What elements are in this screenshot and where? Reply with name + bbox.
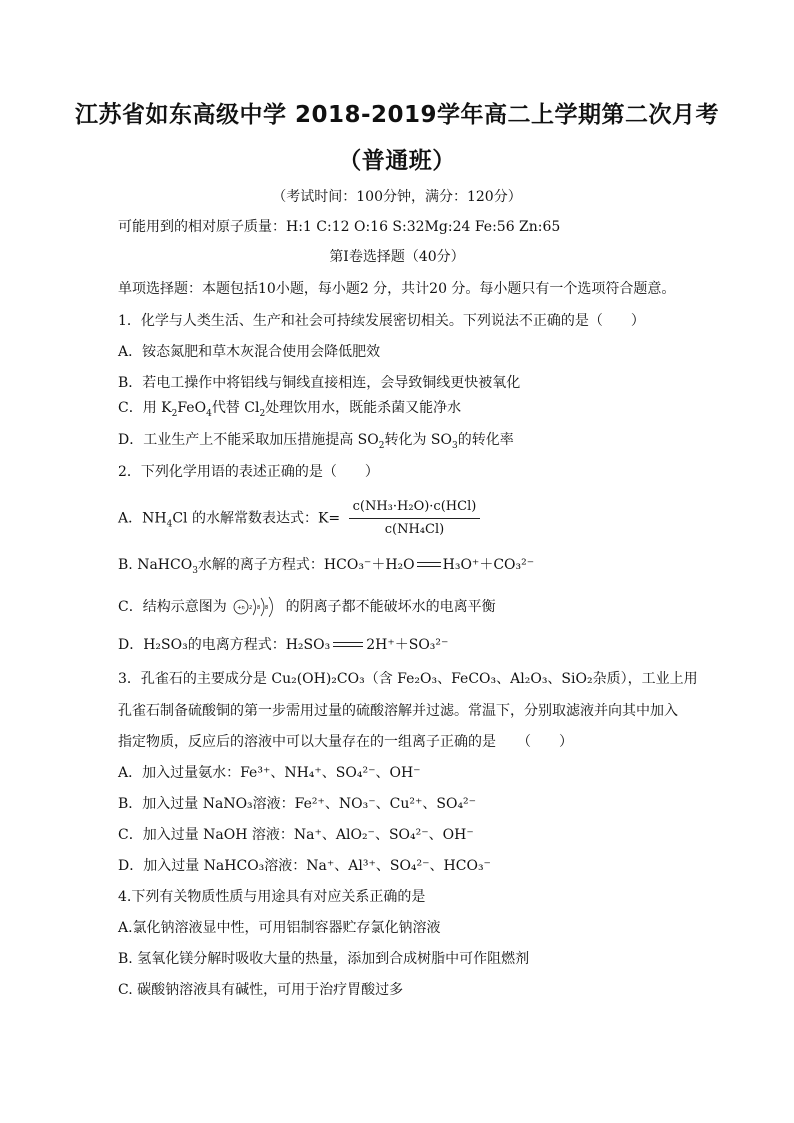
- section-title: 第Ⅰ卷选择题（40分）: [329, 249, 465, 265]
- atom-structure-icon: [233, 596, 279, 618]
- exam-title: 江苏省如东高级中学 2018-2019学年高二上学期第二次月考: [74, 102, 720, 128]
- q2-option-c: C．结构示意图为 +n 2 8 8 的阴离子都不能破坏水的电离平衡: [118, 596, 496, 618]
- q2-option-a: A．$NH_4Cl$ 的水解常数表达式：K= $\frac{\text{c(NH₃·H₂O)·c(HCl)}}{\text{c(NH₄Cl)}}$: [118, 498, 480, 539]
- svg-text:8: 8: [257, 605, 261, 611]
- q1-option-d: D．工业生产上不能采取加压措施提高 $SO_2$转化为 $SO_3$的转化率: [118, 432, 514, 451]
- q1-option-c: C．用 $K_2FeO_4$代替 $Cl_2$处理饮用水，既能杀菌又能净水: [118, 400, 462, 419]
- fraction-numerator: c(NH₃·H₂O)·c(HCl): [349, 498, 481, 519]
- q1-option-b: B．若电工操作中将铝线与铜线直接相连，会导致铜线更快被氧化: [118, 375, 521, 391]
- q1-stem: 1．化学与人类生活、生产和社会可持续发展密切相关。下列说法不正确的是（ ）: [118, 313, 645, 329]
- q3-option-d: D．加入过量 NaHCO₃溶液：Na⁺、Al³⁺、SO₄²⁻、HCO₃⁻: [118, 858, 491, 874]
- q3-option-b: B．加入过量 NaNO₃溶液：Fe²⁺、NO₃⁻、Cu²⁺、SO₄²⁻: [118, 796, 477, 812]
- q3-stem-line2: 孔雀石制备硫酸铜的第一步需用过量的硫酸溶解并过滤。常温下，分别取滤液并向其中加入: [118, 703, 678, 719]
- q2-option-b: B. NaHCO$_3$水解的离子方程式：HCO₃⁻＋H₂O H₃O⁺＋CO₃²⁻: [118, 557, 535, 576]
- atomic-masses: 可能用到的相对原子质量：H:1 C:12 O:16 S:32Mg:24 Fe:56 Zn:65: [118, 219, 561, 235]
- exam-info: （考试时间：100分钟，满分：120分）: [272, 189, 522, 205]
- q3-option-c: C．加入过量 NaOH 溶液：Na⁺、AlO₂⁻、SO₄²⁻、OH⁻: [118, 827, 474, 843]
- exam-subtitle: （普通班）: [338, 148, 456, 174]
- q3-option-a: A．加入过量氨水：Fe³⁺、NH₄⁺、SO₄²⁻、OH⁻: [118, 765, 421, 781]
- q2-stem: 2．下列化学用语的表述正确的是（ ）: [118, 464, 379, 480]
- atom-nucleus-label: +n: [237, 605, 245, 611]
- fraction-denominator: c(NH₄Cl): [384, 522, 445, 537]
- q2-option-d: D．H₂SO₃的电离方程式：H₂SO₃ 2H⁺＋SO₃²⁻: [118, 637, 449, 653]
- svg-text:8: 8: [265, 605, 269, 611]
- q3-stem-line3: 指定物质，反应后的溶液中可以大量存在的一组离子正确的是 （ ）: [118, 734, 573, 750]
- q4-stem: 4.下列有关物质性质与用途具有对应关系正确的是: [118, 889, 426, 905]
- q4-option-a: A.氯化钠溶液显中性，可用铝制容器贮存氯化钠溶液: [118, 920, 441, 936]
- q4-option-c: C. 碳酸钠溶液具有碱性，可用于治疗胃酸过多: [118, 982, 404, 998]
- q4-option-b: B. 氢氧化镁分解时吸收大量的热量，添加到合成树脂中可作阻燃剂: [118, 951, 530, 967]
- equals-arrow-icon: [333, 641, 363, 649]
- hydrolysis-fraction: [349, 498, 481, 539]
- svg-text:2: 2: [249, 605, 253, 611]
- instructions: 单项选择题：本题包括10小题，每小题2 分，共计20 分。每小题只有一个选项符合题意。: [118, 281, 676, 297]
- equilibrium-arrow-icon: [417, 562, 441, 568]
- q1-option-a: A．铵态氮肥和草木灰混合使用会降低肥效: [118, 344, 381, 360]
- q3-stem-line1: 3．孔雀石的主要成分是 Cu₂(OH)₂CO₃（含 Fe₂O₃、FeCO₃、Al₂O₃、SiO₂杂质），工业上用: [118, 671, 698, 687]
